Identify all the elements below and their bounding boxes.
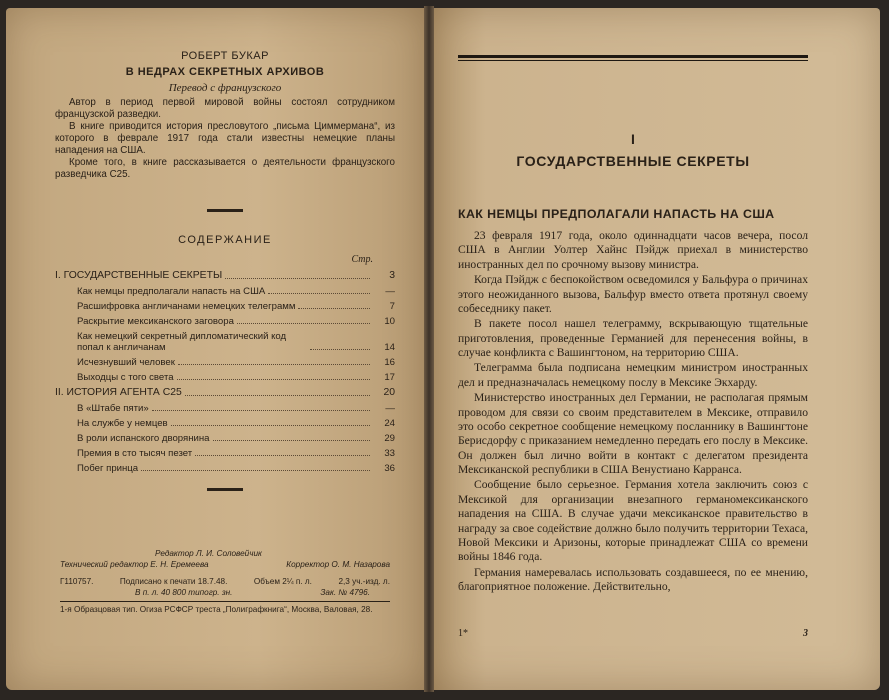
imprint-editor: Редактор Л. И. Соловейчик [155,549,262,558]
imprint-volume: Объем 2¼ п. л. [253,577,312,587]
toc-item[interactable]: Расшифровка англичанами немецких телеграмм 7 [77,301,395,313]
page-number: 3 [803,628,808,639]
book-title: В НЕДРАХ СЕКРЕТНЫХ АРХИВОВ [125,65,325,78]
section-title: КАК НЕМЦЫ ПРЕДПОЛАГАЛИ НАПАСТЬ НА США [458,207,775,221]
body-paragraph: Германия намеревалась использовать создавшееся, по ее мнению, благоприятное положение. Действительно, [458,565,808,593]
abstract-paragraph: Кроме того, в книге рассказывается о деятельности французского разведчика С25. [55,156,395,180]
imprint-order: Зак. № 4796. [320,588,370,598]
toc-item[interactable]: Побег принца 36 [77,463,395,475]
body-paragraph: Министерство иностранных дел Германии, не располагая прямым проводом для связи со своим представителем в Мексике, отправило это особо секретное сообщение немецкому посланнику в Вашингтоне Берисдорфу с приказанием немедленно передать его послу в Мексике. Он должен был лично войти в контакт с делегатом президента Мексиканской республики в США Венустиано Карранса. [458,391,808,476]
chapter-number: I [631,131,635,147]
toc-item[interactable]: Раскрытие мексиканского заговора 10 [77,316,395,328]
printer-signature: 1* [458,628,468,639]
header-rule [458,60,808,61]
imprint-code: Г110757. [60,577,94,587]
table-of-contents [55,270,395,474]
toc-item[interactable]: Премия в сто тысяч пезет 33 [77,448,395,460]
header-rule [458,55,808,58]
toc-item[interactable]: I. ГОСУДАРСТВЕННЫЕ СЕКРЕТЫ 3 [55,270,395,282]
imprint-print-data-2 [60,587,390,598]
toc-item[interactable]: В «Штабе пяти» — [77,403,395,415]
toc-item[interactable]: Как немецкий секретный дипломатический код попал к англичанам 14 [77,331,395,354]
abstract [55,97,395,181]
imprint-staff [60,559,390,570]
divider [207,209,243,212]
imprint-signed: Подписано к печати 18.7.48. [119,577,228,587]
page-column-label: Стр. [351,253,373,265]
abstract-paragraph: Автор в период первой мировой войны состоял сотрудником французской разведки. [55,97,395,121]
imprint-printer: 1-я Образцовая тип. Огиза РСФСР треста „Полиграфкнига“, Москва, Валовая, 28. [60,605,373,615]
contents-heading: СОДЕРЖАНИЕ [178,233,272,246]
imprint-pub-sheets: 2,3 уч.-изд. л. [338,577,390,587]
toc-item[interactable]: На службе у немцев 24 [77,418,395,430]
body-paragraph: Сообщение было серьезное. Германия хотела заключить союз с Мексикой для организации внезапного германомексиканского нападения на США. В случае удачи мексиканское правительство в награду за свое содействие должно было получить территории Техаса, Новой Мексики и Аризоны, которые принадлежат США со времени войны 1846 года. [458,478,808,564]
imprint-block [60,548,390,615]
body-paragraph: Телеграмма была подписана немецким министром иностранных дел и предназначалась немецкому послу в Мексике Экхарду. [458,361,808,389]
right-page-content [458,55,808,595]
imprint-chars: В п. л. 40 800 типогр. зн. [135,588,233,598]
toc-item[interactable]: Исчезнувший человек 16 [77,357,395,369]
body-paragraph: В пакете посол нашел телеграмму, вскрывающую тщательные приготовления, проведенные Германией для перенесения войны, в случае конфликта с Вашингтоном, на территорию США. [458,317,808,359]
left-page-content [55,50,395,491]
chapter-title: ГОСУДАРСТВЕННЫЕ СЕКРЕТЫ [516,153,750,169]
abstract-paragraph: В книге приводится история пресловутого „письма Циммермана“, из которого в феврале 1917 года стали известны немецкие планы нападения на США. [55,121,395,156]
toc-item[interactable]: Как немцы предполагали напасть на США — [77,286,395,298]
author-name: РОБЕРТ БУКАР [181,50,269,62]
toc-item[interactable]: Выходцы с того света 17 [77,372,395,384]
toc-item[interactable]: В роли испанского дворянина 29 [77,433,395,445]
divider [207,488,243,491]
imprint-print-data [60,576,390,587]
imprint-corrector: Корректор О. М. Назарова [286,560,390,570]
imprint-tech-editor: Технический редактор Е. Н. Еремеева [60,560,209,570]
body-paragraph: 23 февраля 1917 года, около одиннадцати часов вечера, посол США в Англии Уолтер Хайнс Пэйдж приехал в министерство иностранных дел по срочному вызову министра. [458,229,808,271]
book-gutter [424,6,434,692]
translation-note: Перевод с французского [168,81,282,94]
chapter-body [458,229,808,594]
page-footer [458,628,808,639]
body-paragraph: Когда Пэйдж с беспокойством осведомился у Бальфура о причинах этого неожиданного вызова, Бальфур вместо ответа протянул своему собеседнику пакет. [458,273,808,315]
toc-item[interactable]: II. ИСТОРИЯ АГЕНТА С25 20 [55,387,395,399]
